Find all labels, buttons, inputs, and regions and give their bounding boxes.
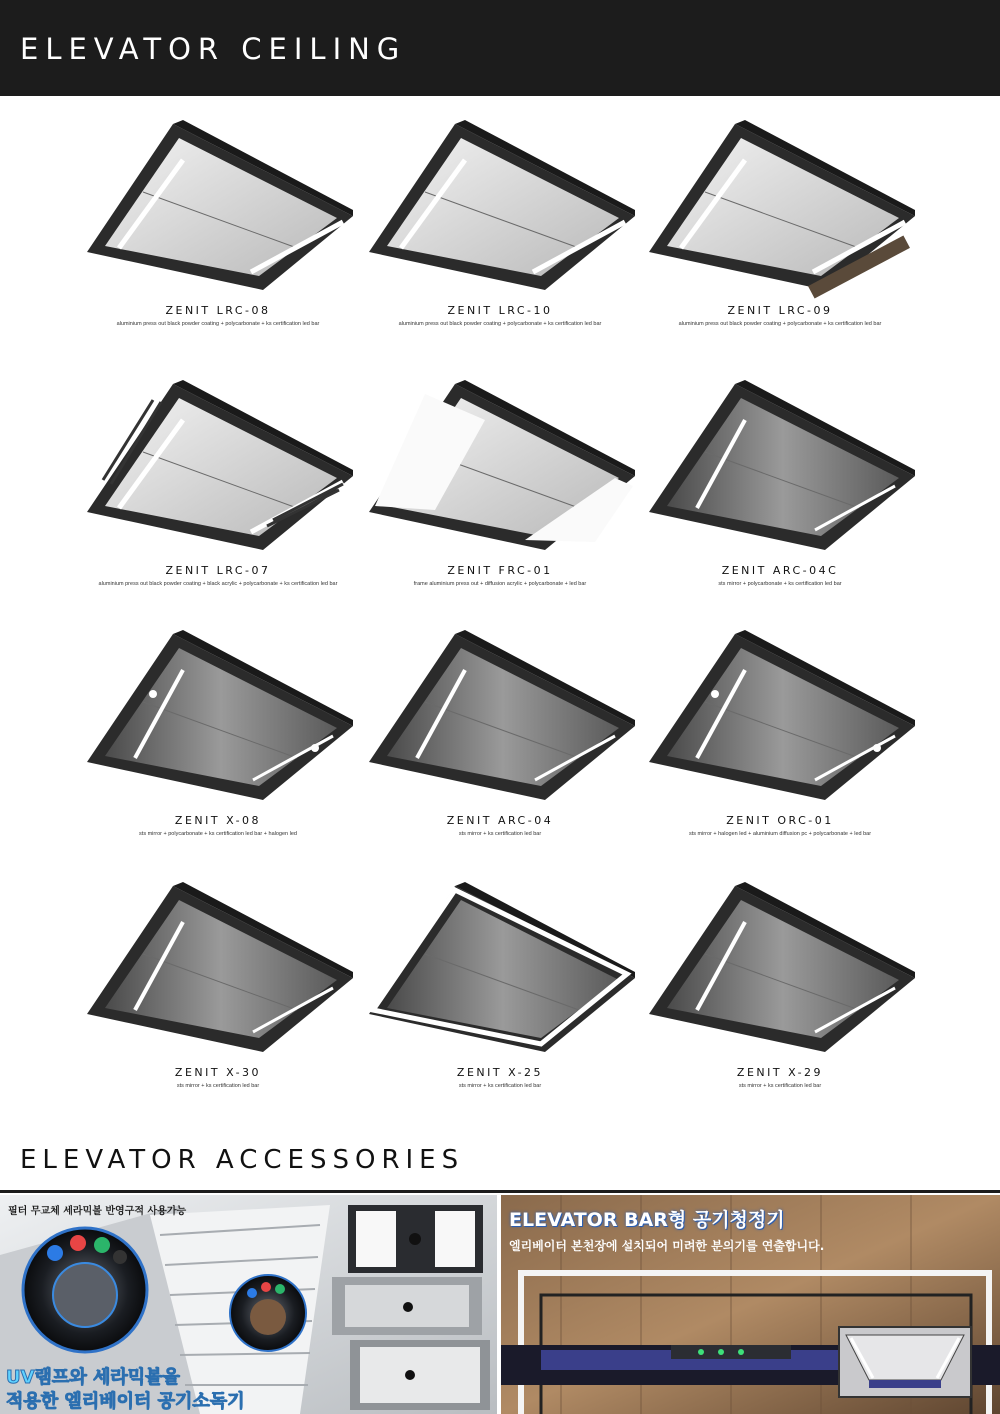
ceiling-model-name: ZENIT ARC-04C: [721, 564, 839, 577]
ceiling-model-name: ZENIT FRC-01: [447, 564, 553, 577]
ceiling-spec: sts mirror + ks certification led bar: [738, 1083, 822, 1089]
ceiling-render: [83, 120, 353, 300]
ceiling-render: [645, 630, 915, 810]
ceiling-spec: sts mirror + halogen led + aluminium diffusion pc + polycarbonate + led bar: [688, 831, 872, 837]
sterilizer-headline-1: UV램프와 세라믹볼을: [6, 1367, 180, 1388]
ceiling-spec: sts mirror + ks certification led bar: [458, 1083, 542, 1089]
ceiling-card: [640, 380, 920, 587]
ceiling-model-name: ZENIT ORC-01: [726, 814, 834, 827]
purifier-subtitle: 엘리베이터 본천장에 설치되어 미려한 분의기를 연출합니다.: [509, 1239, 825, 1253]
ceiling-render: [365, 120, 635, 300]
ceiling-spec: sts mirror + ks certification led bar: [458, 831, 542, 837]
ceiling-model-name: ZENIT X-08: [174, 814, 262, 827]
ceiling-card: [360, 380, 640, 587]
page-header: [0, 0, 1000, 96]
ceiling-model-name: ZENIT X-30: [174, 1066, 262, 1079]
ceiling-spec: aluminium press out black powder coating + black acrylic + polycarbonate + ks certification led bar: [98, 581, 338, 587]
ceiling-model-name: ZENIT X-29: [736, 1066, 824, 1079]
ceiling-card: [640, 630, 920, 837]
ceiling-card: [78, 630, 358, 837]
ceiling-render: [365, 882, 635, 1062]
ceiling-render: [83, 380, 353, 560]
ceiling-card: [78, 120, 358, 327]
ceiling-spec: sts mirror + polycarbonate + ks certification led bar: [718, 581, 842, 587]
ceiling-render: [365, 630, 635, 810]
ceiling-card: [360, 630, 640, 837]
ceiling-render: [645, 882, 915, 1062]
ceiling-render: [83, 630, 353, 810]
ceiling-spec: frame aluminium press out + diffusion acrylic + polycarbonate + led bar: [413, 581, 587, 587]
ceiling-render: [365, 380, 635, 560]
air-purifier-panel: [501, 1195, 1000, 1414]
ceiling-card: [360, 882, 640, 1089]
ceiling-spec: aluminium press out black powder coating + polycarbonate + ks certification led bar: [398, 321, 602, 327]
ceiling-spec: sts mirror + polycarbonate + ks certification led bar + halogen led: [139, 831, 297, 837]
ceiling-render: [645, 380, 915, 560]
ceiling-card: [78, 380, 358, 587]
ceiling-spec: sts mirror + ks certification led bar: [176, 1083, 260, 1089]
ceiling-model-name: ZENIT LRC-09: [727, 304, 833, 317]
ceiling-card: [360, 120, 640, 327]
accessories-title: ELEVATOR ACCESSORIES: [20, 1145, 465, 1175]
ceiling-card: [78, 882, 358, 1089]
air-sterilizer-panel: [0, 1195, 497, 1414]
ceiling-render: [83, 882, 353, 1062]
page-title: ELEVATOR CEILING: [20, 32, 407, 66]
ceiling-model-name: ZENIT LRC-10: [447, 304, 553, 317]
ceiling-spec: aluminium press out black powder coating + polycarbonate + ks certification led bar: [116, 321, 320, 327]
ceiling-model-name: ZENIT LRC-07: [165, 564, 271, 577]
ceiling-spec: aluminium press out black powder coating + polycarbonate + ks certification led bar: [678, 321, 882, 327]
sterilizer-headline-2: 적용한 엘리베이터 공기소독기: [6, 1391, 245, 1412]
ceiling-model-name: ZENIT X-25: [456, 1066, 544, 1079]
ceiling-model-name: ZENIT LRC-08: [165, 304, 271, 317]
sterilizer-caption: 필터 무교체 세라믹볼 반영구적 사용가능: [8, 1206, 187, 1217]
ceiling-card: [640, 120, 920, 327]
ceiling-model-name: ZENIT ARC-04: [446, 814, 554, 827]
ceiling-card: [640, 882, 920, 1089]
ceiling-render: [645, 120, 915, 300]
accessories-divider: [0, 1190, 1000, 1193]
purifier-title: ELEVATOR BAR형 공기청정기: [509, 1209, 785, 1231]
